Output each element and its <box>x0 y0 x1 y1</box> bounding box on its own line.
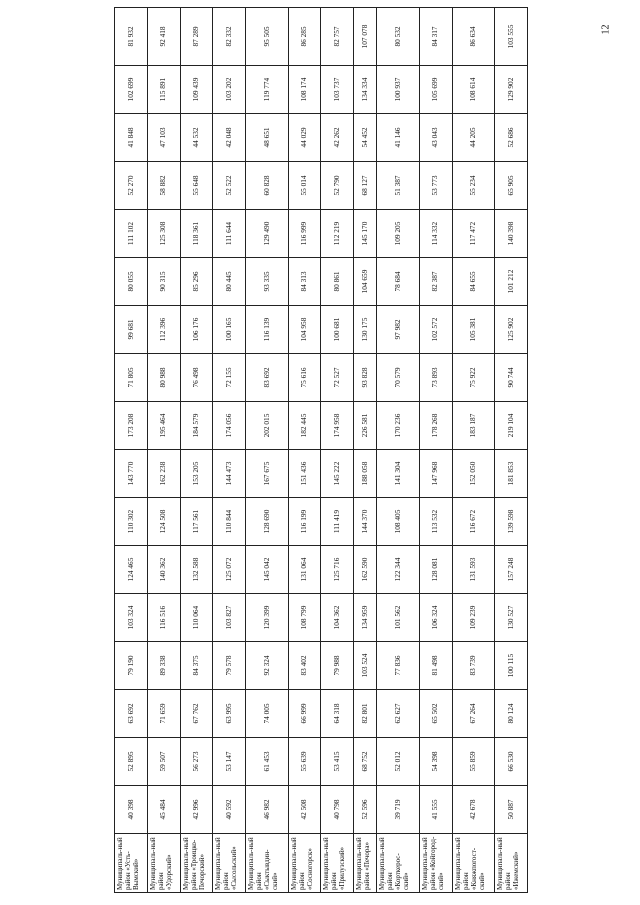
value-cell: 111 419 <box>321 498 354 546</box>
value-cell: 145 222 <box>321 450 354 498</box>
value-cell: 61 453 <box>246 738 289 786</box>
value-cell: 90 744 <box>495 354 528 402</box>
value-cell: 104 362 <box>321 594 354 642</box>
value-cell: 41 555 <box>419 786 452 834</box>
value-cell: 101 562 <box>377 594 420 642</box>
value-cell: 84 313 <box>288 258 321 306</box>
value-cell: 80 445 <box>213 258 246 306</box>
value-cell: 132 588 <box>180 546 213 594</box>
value-cell: 52 270 <box>115 162 148 210</box>
value-cell: 90 315 <box>147 258 180 306</box>
value-cell: 68 127 <box>354 162 377 210</box>
value-cell: 78 684 <box>377 258 420 306</box>
district-name-cell: Муниципаль-ный район «Сосногорск» <box>288 834 321 893</box>
value-cell: 106 176 <box>180 306 213 354</box>
value-cell: 145 170 <box>354 210 377 258</box>
value-cell: 85 296 <box>180 258 213 306</box>
value-cell: 183 187 <box>452 402 495 450</box>
value-cell: 46 982 <box>246 786 289 834</box>
value-cell: 174 056 <box>213 402 246 450</box>
value-cell: 92 324 <box>246 642 289 690</box>
value-cell: 119 774 <box>246 66 289 114</box>
rotated-table-container <box>114 8 528 893</box>
value-cell: 79 988 <box>321 642 354 690</box>
value-cell: 104 659 <box>354 258 377 306</box>
value-cell: 44 205 <box>452 114 495 162</box>
value-cell: 134 959 <box>354 594 377 642</box>
value-cell: 162 590 <box>354 546 377 594</box>
value-cell: 125 072 <box>213 546 246 594</box>
value-cell: 102 699 <box>115 66 148 114</box>
value-cell: 52 686 <box>495 114 528 162</box>
value-cell: 95 505 <box>246 8 289 66</box>
value-cell: 116 199 <box>288 498 321 546</box>
value-cell: 55 639 <box>288 738 321 786</box>
salary-table <box>114 7 528 893</box>
value-cell: 68 752 <box>354 738 377 786</box>
value-cell: 52 895 <box>115 738 148 786</box>
value-cell: 39 719 <box>377 786 420 834</box>
value-cell: 130 527 <box>495 594 528 642</box>
value-cell: 53 773 <box>419 162 452 210</box>
value-cell: 42 048 <box>213 114 246 162</box>
value-cell: 113 532 <box>419 498 452 546</box>
value-cell: 116 672 <box>452 498 495 546</box>
value-cell: 105 381 <box>452 306 495 354</box>
value-cell: 83 692 <box>246 354 289 402</box>
value-cell: 52 012 <box>377 738 420 786</box>
value-cell: 82 387 <box>419 258 452 306</box>
value-cell: 184 579 <box>180 402 213 450</box>
value-cell: 110 302 <box>115 498 148 546</box>
value-cell: 84 317 <box>419 8 452 66</box>
value-cell: 40 798 <box>321 786 354 834</box>
value-cell: 112 396 <box>147 306 180 354</box>
value-cell: 53 147 <box>213 738 246 786</box>
value-cell: 77 836 <box>377 642 420 690</box>
value-cell: 144 370 <box>354 498 377 546</box>
value-cell: 143 770 <box>115 450 148 498</box>
value-cell: 110 844 <box>213 498 246 546</box>
value-cell: 173 208 <box>115 402 148 450</box>
value-cell: 118 361 <box>180 210 213 258</box>
value-cell: 139 598 <box>495 498 528 546</box>
value-cell: 81 498 <box>419 642 452 690</box>
value-cell: 116 999 <box>288 210 321 258</box>
value-cell: 103 324 <box>115 594 148 642</box>
district-name-cell: Муниципаль-ный район «Ижемский» <box>495 834 528 893</box>
value-cell: 128 690 <box>246 498 289 546</box>
value-cell: 170 236 <box>377 402 420 450</box>
value-cell: 87 289 <box>180 8 213 66</box>
value-cell: 72 527 <box>321 354 354 402</box>
district-name-cell: Муниципаль-ный район «Удорский» <box>147 834 180 893</box>
value-cell: 74 005 <box>246 690 289 738</box>
value-cell: 140 398 <box>495 210 528 258</box>
value-cell: 117 472 <box>452 210 495 258</box>
value-cell: 76 498 <box>180 354 213 402</box>
value-cell: 109 239 <box>452 594 495 642</box>
value-cell: 70 579 <box>377 354 420 402</box>
value-cell: 101 212 <box>495 258 528 306</box>
value-cell: 54 452 <box>354 114 377 162</box>
table-body <box>115 8 528 893</box>
table-row <box>354 8 377 893</box>
value-cell: 151 436 <box>288 450 321 498</box>
value-cell: 59 507 <box>147 738 180 786</box>
value-cell: 83 739 <box>452 642 495 690</box>
value-cell: 124 508 <box>147 498 180 546</box>
value-cell: 80 055 <box>115 258 148 306</box>
value-cell: 92 418 <box>147 8 180 66</box>
value-cell: 141 304 <box>377 450 420 498</box>
table-row <box>246 8 289 893</box>
value-cell: 116 516 <box>147 594 180 642</box>
table-row <box>213 8 246 893</box>
value-cell: 60 828 <box>246 162 289 210</box>
table-row <box>321 8 354 893</box>
value-cell: 99 681 <box>115 306 148 354</box>
value-cell: 79 578 <box>213 642 246 690</box>
value-cell: 107 078 <box>354 8 377 66</box>
value-cell: 53 415 <box>321 738 354 786</box>
value-cell: 82 757 <box>321 8 354 66</box>
value-cell: 44 532 <box>180 114 213 162</box>
value-cell: 71 805 <box>115 354 148 402</box>
value-cell: 52 596 <box>354 786 377 834</box>
value-cell: 131 593 <box>452 546 495 594</box>
value-cell: 67 264 <box>452 690 495 738</box>
value-cell: 82 332 <box>213 8 246 66</box>
value-cell: 128 081 <box>419 546 452 594</box>
value-cell: 41 146 <box>377 114 420 162</box>
value-cell: 188 058 <box>354 450 377 498</box>
value-cell: 97 982 <box>377 306 420 354</box>
value-cell: 75 922 <box>452 354 495 402</box>
table-row <box>147 8 180 893</box>
value-cell: 167 675 <box>246 450 289 498</box>
value-cell: 108 405 <box>377 498 420 546</box>
table-row <box>495 8 528 893</box>
value-cell: 52 522 <box>213 162 246 210</box>
table-row <box>419 8 452 893</box>
value-cell: 131 064 <box>288 546 321 594</box>
value-cell: 54 398 <box>419 738 452 786</box>
value-cell: 140 362 <box>147 546 180 594</box>
value-cell: 125 902 <box>495 306 528 354</box>
table-row <box>288 8 321 893</box>
value-cell: 40 592 <box>213 786 246 834</box>
value-cell: 100 165 <box>213 306 246 354</box>
value-cell: 48 651 <box>246 114 289 162</box>
value-cell: 93 335 <box>246 258 289 306</box>
value-cell: 144 473 <box>213 450 246 498</box>
value-cell: 109 205 <box>377 210 420 258</box>
value-cell: 112 219 <box>321 210 354 258</box>
value-cell: 55 234 <box>452 162 495 210</box>
value-cell: 120 399 <box>246 594 289 642</box>
value-cell: 100 937 <box>377 66 420 114</box>
value-cell: 219 104 <box>495 402 528 450</box>
value-cell: 114 332 <box>419 210 452 258</box>
value-cell: 103 555 <box>495 8 528 66</box>
value-cell: 202 015 <box>246 402 289 450</box>
value-cell: 55 859 <box>452 738 495 786</box>
district-name-cell: Муниципаль-ный район «Троицко-Печорский» <box>180 834 213 893</box>
page-number: 12 <box>600 24 612 35</box>
value-cell: 42 508 <box>288 786 321 834</box>
district-name-cell: Муниципаль-ный район «Прилузский» <box>321 834 354 893</box>
value-cell: 56 273 <box>180 738 213 786</box>
value-cell: 84 655 <box>452 258 495 306</box>
value-cell: 108 799 <box>288 594 321 642</box>
value-cell: 55 014 <box>288 162 321 210</box>
value-cell: 103 524 <box>354 642 377 690</box>
table-row <box>377 8 420 893</box>
district-name-cell: Муниципаль-ный район «Сыктывдин-ский» <box>246 834 289 893</box>
value-cell: 66 999 <box>288 690 321 738</box>
value-cell: 40 398 <box>115 786 148 834</box>
value-cell: 42 678 <box>452 786 495 834</box>
value-cell: 47 103 <box>147 114 180 162</box>
value-cell: 116 139 <box>246 306 289 354</box>
value-cell: 73 893 <box>419 354 452 402</box>
value-cell: 109 439 <box>180 66 213 114</box>
value-cell: 100 681 <box>321 306 354 354</box>
value-cell: 117 561 <box>180 498 213 546</box>
value-cell: 86 285 <box>288 8 321 66</box>
value-cell: 86 634 <box>452 8 495 66</box>
district-name-cell: Муниципаль-ный район «Княжпогост-ский» <box>452 834 495 893</box>
value-cell: 145 042 <box>246 546 289 594</box>
value-cell: 63 995 <box>213 690 246 738</box>
value-cell: 130 175 <box>354 306 377 354</box>
district-name-cell: Муниципаль-ный район «Усть-Вымский» <box>115 834 148 893</box>
value-cell: 157 248 <box>495 546 528 594</box>
value-cell: 50 887 <box>495 786 528 834</box>
value-cell: 129 902 <box>495 66 528 114</box>
value-cell: 42 996 <box>180 786 213 834</box>
value-cell: 41 848 <box>115 114 148 162</box>
value-cell: 79 190 <box>115 642 148 690</box>
value-cell: 84 375 <box>180 642 213 690</box>
value-cell: 82 801 <box>354 690 377 738</box>
value-cell: 110 064 <box>180 594 213 642</box>
value-cell: 104 958 <box>288 306 321 354</box>
district-name-cell: Муниципаль-ный район «Печора» <box>354 834 377 893</box>
table-row <box>115 8 148 893</box>
value-cell: 111 102 <box>115 210 148 258</box>
value-cell: 83 402 <box>288 642 321 690</box>
district-name-cell: Муниципаль-ный район «Корткерос-ский» <box>377 834 420 893</box>
value-cell: 182 445 <box>288 402 321 450</box>
value-cell: 125 716 <box>321 546 354 594</box>
value-cell: 103 827 <box>213 594 246 642</box>
value-cell: 80 861 <box>321 258 354 306</box>
value-cell: 63 692 <box>115 690 148 738</box>
value-cell: 105 699 <box>419 66 452 114</box>
value-cell: 102 572 <box>419 306 452 354</box>
value-cell: 62 627 <box>377 690 420 738</box>
value-cell: 65 502 <box>419 690 452 738</box>
value-cell: 108 614 <box>452 66 495 114</box>
district-name-cell: Муниципаль-ный район «Койгород-ский» <box>419 834 452 893</box>
value-cell: 178 268 <box>419 402 452 450</box>
value-cell: 55 648 <box>180 162 213 210</box>
value-cell: 147 968 <box>419 450 452 498</box>
value-cell: 71 659 <box>147 690 180 738</box>
value-cell: 129 490 <box>246 210 289 258</box>
value-cell: 111 644 <box>213 210 246 258</box>
value-cell: 122 344 <box>377 546 420 594</box>
table-row <box>452 8 495 893</box>
value-cell: 153 205 <box>180 450 213 498</box>
value-cell: 65 905 <box>495 162 528 210</box>
value-cell: 174 958 <box>321 402 354 450</box>
value-cell: 67 762 <box>180 690 213 738</box>
value-cell: 80 988 <box>147 354 180 402</box>
value-cell: 100 115 <box>495 642 528 690</box>
value-cell: 43 043 <box>419 114 452 162</box>
value-cell: 124 465 <box>115 546 148 594</box>
value-cell: 58 882 <box>147 162 180 210</box>
value-cell: 162 238 <box>147 450 180 498</box>
value-cell: 52 790 <box>321 162 354 210</box>
value-cell: 106 324 <box>419 594 452 642</box>
value-cell: 152 050 <box>452 450 495 498</box>
value-cell: 226 581 <box>354 402 377 450</box>
value-cell: 44 029 <box>288 114 321 162</box>
value-cell: 103 737 <box>321 66 354 114</box>
value-cell: 115 891 <box>147 66 180 114</box>
value-cell: 103 202 <box>213 66 246 114</box>
value-cell: 66 530 <box>495 738 528 786</box>
value-cell: 42 262 <box>321 114 354 162</box>
value-cell: 64 318 <box>321 690 354 738</box>
table-row <box>180 8 213 893</box>
value-cell: 45 484 <box>147 786 180 834</box>
value-cell: 134 334 <box>354 66 377 114</box>
value-cell: 125 308 <box>147 210 180 258</box>
value-cell: 51 387 <box>377 162 420 210</box>
value-cell: 181 853 <box>495 450 528 498</box>
value-cell: 72 155 <box>213 354 246 402</box>
value-cell: 75 616 <box>288 354 321 402</box>
value-cell: 93 828 <box>354 354 377 402</box>
value-cell: 80 532 <box>377 8 420 66</box>
district-name-cell: Муниципаль-ный район «Сысольский» <box>213 834 246 893</box>
value-cell: 89 338 <box>147 642 180 690</box>
value-cell: 195 464 <box>147 402 180 450</box>
value-cell: 108 174 <box>288 66 321 114</box>
value-cell: 80 124 <box>495 690 528 738</box>
value-cell: 81 932 <box>115 8 148 66</box>
